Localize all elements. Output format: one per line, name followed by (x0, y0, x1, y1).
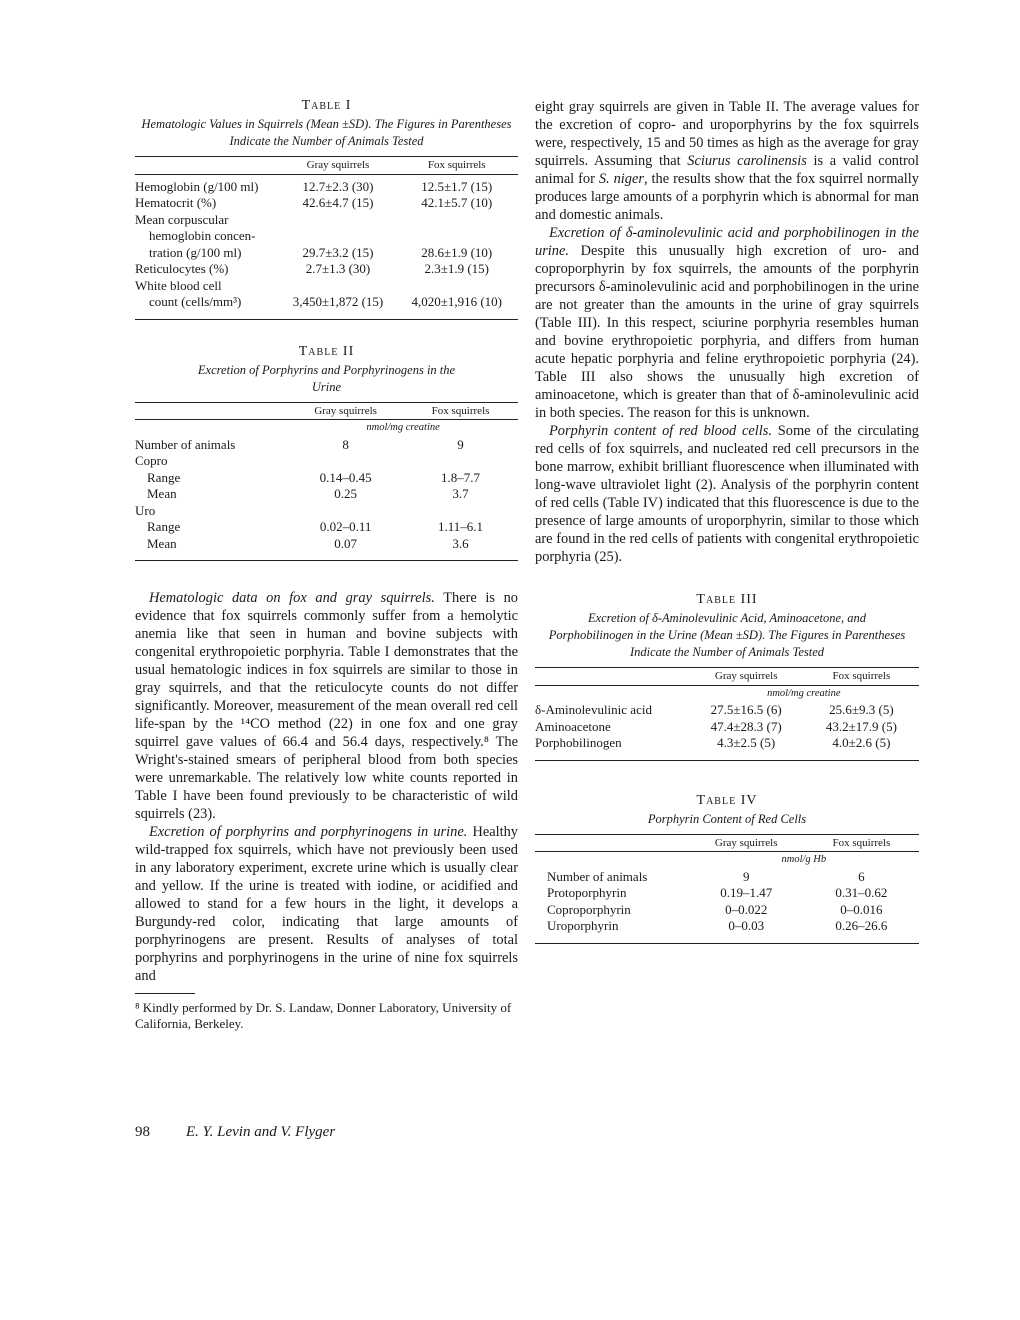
paragraph-heading: Porphyrin content of red blood cells. (549, 423, 772, 439)
table-row (135, 294, 518, 311)
table-row (135, 228, 518, 245)
table-2-header-row (135, 403, 518, 420)
row-label: White blood cell (135, 277, 222, 293)
table-4-header-fox: Fox squirrels (832, 836, 891, 849)
table-2-unit: nmol/mg creatine (288, 420, 518, 437)
paragraph-heading: Excretion of δ-aminolevulinic acid and porphobilinogen in the urine. (535, 225, 919, 259)
fox-value: 1.8–7.7 (441, 469, 481, 485)
row-label: Mean corpuscular (135, 211, 229, 227)
table-1-header-row (135, 157, 518, 174)
table-1-header-gray: Gray squirrels (306, 159, 370, 171)
table-1-grid (135, 157, 518, 320)
running-authors: E. Y. Levin and V. Flyger (186, 1124, 336, 1140)
row-label: Mean (147, 535, 177, 551)
table-row (135, 536, 518, 553)
fox-value: 43.2±17.9 (5) (825, 718, 897, 734)
table-4-caption: Porphyrin Content of Red Cells (647, 811, 807, 826)
fox-value: 2.3±1.9 (15) (424, 261, 489, 276)
table-2-unit-row (135, 420, 518, 437)
row-label: Coproporphyrin (547, 901, 631, 917)
right-body-text (535, 98, 919, 566)
fox-value: 4.0±2.6 (5) (832, 735, 891, 750)
table-row (135, 278, 518, 295)
table-3-header-blank (535, 668, 689, 685)
row-label: hemoglobin concen- (149, 228, 256, 243)
table-2-title: Table II (298, 343, 355, 359)
table-row (135, 519, 518, 536)
fox-value (403, 503, 518, 520)
gray-value: 0.02–0.11 (319, 519, 372, 534)
gray-value (281, 212, 396, 229)
paragraph-heading: Excretion of porphyrins and porphyrinogens in urine. (149, 824, 468, 840)
table-row (535, 902, 919, 919)
fox-value: 25.6±9.3 (5) (829, 702, 894, 717)
table-3-unit-row (535, 685, 919, 702)
table-3-caption: Excretion of δ-Aminolevulinic Acid, Aminoacetone, and Porphobilinogen in the Urine (Mean ±SD). The Figures in Parentheses Indicate the Number of Animals Tested (548, 611, 906, 659)
table-4-unit: nmol/g Hb (689, 852, 919, 869)
table-row (535, 719, 919, 736)
table-3-grid (535, 668, 919, 761)
gray-value: 0.07 (334, 535, 357, 551)
page-number: 98 (135, 1124, 150, 1140)
fox-value: 0.26–26.6 (835, 918, 888, 933)
table-row (135, 453, 518, 470)
gray-value (288, 453, 403, 470)
gray-value: 0–0.022 (725, 901, 768, 917)
table-4-title: Table IV (696, 792, 758, 808)
table-2-grid (135, 403, 518, 562)
row-label: Aminoacetone (535, 718, 611, 734)
fox-value: 6 (858, 868, 865, 884)
paragraph-continued (535, 98, 919, 224)
row-label: Mean (147, 486, 177, 501)
table-2-header-blank (135, 403, 288, 420)
fox-value: 1.11–6.1 (438, 519, 484, 534)
table-row (135, 245, 518, 262)
table-2-header-fox: Fox squirrels (431, 404, 490, 417)
fox-value: 9 (457, 436, 464, 452)
table-row (135, 195, 518, 212)
row-label: Range (147, 519, 181, 534)
row-label: Number of animals (547, 868, 648, 884)
gray-value: 0.25 (334, 486, 357, 501)
row-label: Copro (135, 453, 168, 468)
row-label: Range (147, 469, 181, 485)
table-row (135, 486, 518, 503)
table-row (535, 885, 919, 902)
table-3-header-row (535, 668, 919, 685)
gray-value: 0.14–0.45 (319, 469, 372, 485)
fox-value: 12.5±1.7 (15) (421, 178, 493, 194)
table-1-header-blank (135, 157, 281, 174)
fox-value (395, 278, 518, 295)
fox-value: 3.7 (452, 486, 469, 501)
table-1-bottom-rule (135, 311, 518, 320)
paragraph-body: , the results show that the fox squirrel normally produces large amounts of a porphyrin which is abnormal for man and domestic animals. (535, 171, 919, 223)
gray-value (288, 503, 403, 520)
table-2-caption: Excretion of Porphyrins and Porphyrinogens in the Urine (197, 362, 456, 394)
table-3 (535, 592, 919, 761)
page-footer (135, 1124, 335, 1141)
footnote: ⁸ Kindly performed by Dr. S. Landaw, Donner Laboratory, University of California, Berkeley. (135, 1000, 512, 1031)
paragraph-excretion (135, 823, 518, 985)
fox-value (395, 228, 518, 245)
table-row (535, 702, 919, 719)
left-column (135, 98, 518, 1032)
row-label: Uroporphyrin (547, 918, 619, 933)
gray-value: 2.7±1.3 (30) (305, 261, 371, 276)
gray-value (281, 278, 396, 295)
paragraph-body: Some of the circulating red cells of fox squirrels, and nucleated red cell precursors in the bone marrow, exhibit brilliant fluorescence when illuminated with long-wave ultraviolet light (2). Analysis of the porphyrin content of red cells (Table IV) indicated that this fluorescence is due to the presence of large amounts of uroporphyrin, similar to those which are found in the red cells of patients with congenital erythropoietic porphyria (25). (535, 423, 919, 565)
fox-value: 28.6±1.9 (10) (421, 244, 493, 260)
table-2-header-gray: Gray squirrels (314, 404, 377, 417)
fox-value: 3.6 (452, 535, 469, 551)
gray-value: 0.19–1.47 (720, 885, 773, 900)
row-label: Number of animals (135, 436, 236, 452)
paragraph-body: eight gray squirrels are given in Table II. The average values for the excretion of copro- and uroporphyrins by the fox squirrels were, respectively, 15 and 50 times as high as the average for gray squirrels. Assuming that (535, 99, 919, 169)
gray-value: 12.7±2.3 (30) (302, 178, 374, 194)
table-4-grid (535, 835, 919, 944)
table-4-header-row (535, 835, 919, 852)
row-label: Hemoglobin (g/100 ml) (135, 178, 259, 194)
gray-value: 3,450±1,872 (15) (292, 294, 384, 309)
table-row (135, 437, 518, 454)
gray-value: 0–0.03 (728, 918, 765, 933)
row-label: δ-Aminolevulinic acid (535, 702, 652, 717)
fox-value: 42.1±5.7 (10) (421, 195, 493, 210)
table-1-caption: Hematologic Values in Squirrels (Mean ±SD). The Figures in Parentheses Indicate the Number of Animals Tested (141, 117, 512, 148)
paragraph-hematologic (135, 589, 518, 823)
table-1 (135, 98, 518, 320)
gray-value: 47.4±28.3 (7) (710, 718, 782, 734)
row-label: Protoporphyrin (547, 885, 627, 900)
gray-value: 8 (342, 436, 349, 452)
gray-value: 4.3±2.5 (5) (717, 735, 776, 750)
table-row (135, 212, 518, 229)
table-row (535, 735, 919, 752)
table-4 (535, 793, 919, 944)
left-body-text (135, 589, 518, 985)
right-column (535, 98, 919, 944)
row-label: Uro (135, 502, 156, 518)
row-label: Hematocrit (%) (135, 195, 217, 210)
table-3-header-gray: Gray squirrels (714, 670, 778, 682)
row-label: count (cells/mm³) (149, 294, 242, 309)
gray-value: 29.7±3.2 (15) (302, 244, 374, 260)
table-3-header-fox: Fox squirrels (832, 670, 891, 682)
footnote-rule (135, 993, 195, 994)
table-2 (135, 344, 518, 562)
table-3-bottom-rule (535, 752, 919, 761)
paragraph-red-cells (535, 422, 919, 566)
table-4-header-blank (535, 835, 689, 852)
gray-value: 42.6±4.7 (15) (302, 195, 374, 210)
row-label: Porphobilinogen (535, 735, 622, 750)
fox-value (395, 212, 518, 229)
table-4-header-gray: Gray squirrels (714, 836, 778, 849)
fox-value (403, 453, 518, 470)
table-row (135, 179, 518, 196)
table-row (535, 869, 919, 886)
fox-value: 4,020±1,916 (10) (411, 294, 502, 309)
table-3-title: Table III (696, 592, 758, 607)
paragraph-body: There is no evidence that fox squirrels commonly suffer from a hemolytic anemia like that seen in human and bovine subjects with congenital erythropoietic porphyria. Table I demonstrates that the usual hematologic indices in fox squirrels are similar to those in gray squirrels, and that the reticulocyte counts do not differ significantly. Moreover, measurement of the mean overall red cell life-span by the ¹⁴CO method (22) in one fox and one gray squirrel gave values of 66.4 and 56.4 days, respectively.⁸ The Wright's-stained smears of peripheral blood from both species were unremarkable. The relatively low white counts reported in Table I have been found previously to be characteristic of wild squirrels (23). (135, 590, 518, 822)
table-1-header-fox: Fox squirrels (427, 159, 486, 171)
table-4-bottom-rule (535, 935, 919, 944)
paragraph-heading: Hematologic data on fox and gray squirrels. (149, 590, 435, 606)
gray-value: 9 (742, 868, 750, 884)
table-4-unit-row (535, 852, 919, 869)
row-label: tration (g/100 ml) (149, 244, 242, 260)
species-name: S. niger (598, 171, 644, 187)
table-row (135, 470, 518, 487)
paragraph-body: Despite this unusually high excretion of uro- and coproporphyrin by fox squirrels, the amounts of the porphyrin precursors δ-aminolevulinic acid and porphobilinogen in the urine are not greater than the amounts in the urine of gray squirrels (Table III). In this respect, sciurine porphyria resembles human and bovine erythropoietic porphyria, and differs from human acute hepatic porphyria and feline erythropoietic porphyria (24). Table III also shows the unusually high excretion of aminoacetone, which is greater than that of δ-aminolevulinic acid in both species. The reason for this is unknown. (535, 243, 919, 421)
gray-value: 27.5±16.5 (6) (710, 702, 782, 717)
table-row (535, 918, 919, 935)
paragraph-ala-pbg (535, 224, 919, 422)
table-2-bottom-rule (135, 552, 518, 561)
fox-value: 0.31–0.62 (835, 885, 888, 900)
row-label: Reticulocytes (%) (135, 261, 229, 276)
table-3-unit: nmol/mg creatine (689, 685, 919, 702)
gray-value (281, 228, 396, 245)
paragraph-body: Healthy wild-trapped fox squirrels, which have not previously been used in any laboratory experiment, excrete urine which is usually clear and yellow. If the urine is treated with iodine, or acidified and allowed to stand for a few hours in the light, it develops a Burgundy-red color, indicating that large amounts of porphyrinogens are present. Results of analyses of total porphyrins and porphyrinogens in the urine of nine fox squirrels and (135, 824, 518, 984)
species-name: Sciurus carolinensis (687, 153, 807, 169)
table-row (135, 261, 518, 278)
table-1-title: Table I (301, 98, 352, 113)
fox-value: 0–0.016 (840, 901, 883, 917)
table-row (135, 503, 518, 520)
paragraph-body: is a valid control animal for (535, 153, 919, 187)
